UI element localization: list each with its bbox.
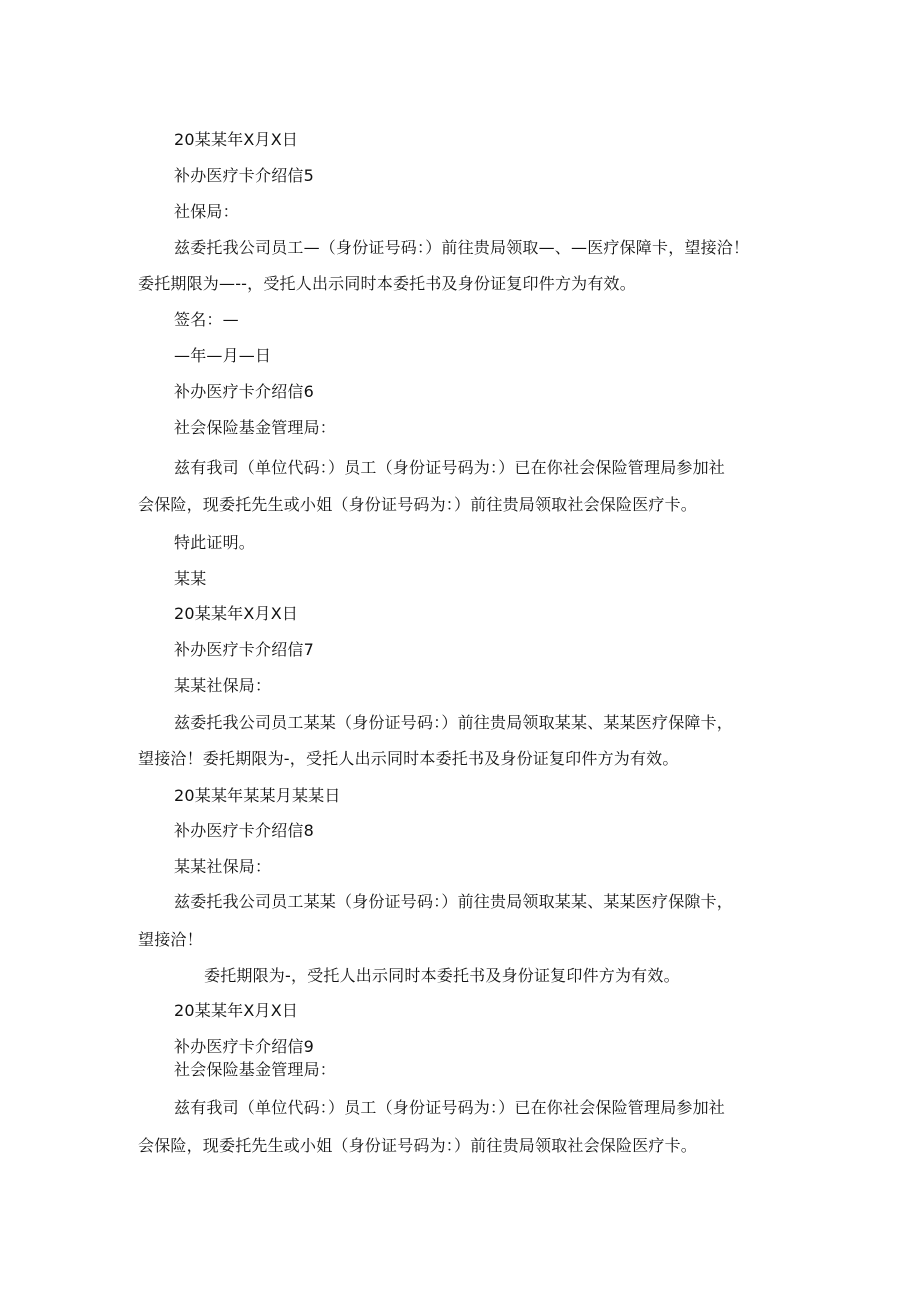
closing-line: 特此证明。 <box>174 533 256 552</box>
letter-heading: 补办医疗卡介绍信9 <box>174 1037 314 1056</box>
date-line: 20某某年某某月某某日 <box>174 786 341 805</box>
letter-heading: 补办医疗卡介绍信8 <box>174 821 314 840</box>
body-paragraph-line: 兹有我司（单位代码：）员工（身份证号码为：）已在你社会保险管理局参加社 <box>174 1098 726 1117</box>
body-paragraph-line: 委托期限为-，受托人出示同时本委托书及身份证复印件方为有效。 <box>204 966 680 985</box>
body-paragraph-line: 会保险，现委托先生或小姐（身份证号码为：）前往贵局领取社会保险医疗卡。 <box>138 1136 698 1155</box>
letter-heading: 补办医疗卡介绍信5 <box>174 166 314 185</box>
recipient-line: 社会保险基金管理局： <box>174 418 337 437</box>
date-line: 20某某年X月X日 <box>174 604 299 623</box>
letter-heading: 补办医疗卡介绍信6 <box>174 382 314 401</box>
signature-line: 签名：— <box>174 310 239 329</box>
body-paragraph-line: 委托期限为—--，受托人出示同时本委托书及身份证复印件方为有效。 <box>138 274 636 293</box>
recipient-line: 社会保险基金管理局： <box>174 1060 337 1079</box>
letter-heading: 补办医疗卡介绍信7 <box>174 640 314 659</box>
recipient-line: 某某社保局： <box>174 857 272 876</box>
signature-line: 某某 <box>174 569 207 588</box>
date-line: 20某某年X月X日 <box>174 130 299 149</box>
recipient-line: 社保局： <box>174 202 239 221</box>
body-paragraph-line: 望接洽！ <box>138 930 203 949</box>
date-line: 20某某年X月X日 <box>174 1001 299 1020</box>
body-paragraph-line: 兹委托我公司员工某某（身份证号码：）前往贵局领取某某、某某医疗保障卡， <box>174 713 734 732</box>
body-paragraph-line: 会保险，现委托先生或小姐（身份证号码为：）前往贵局领取社会保险医疗卡。 <box>138 495 698 514</box>
recipient-line: 某某社保局： <box>174 676 272 695</box>
body-paragraph-line: 兹委托我公司员工—（身份证号码：）前往贵局领取—、—医疗保障卡，望接洽！ <box>174 238 750 257</box>
date-line: —年—月—日 <box>174 346 272 365</box>
body-paragraph-line: 望接洽！委托期限为-，受托人出示同时本委托书及身份证复印件方为有效。 <box>138 749 679 768</box>
body-paragraph-line: 兹委托我公司员工某某（身份证号码：）前往贵局领取某某、某某医疗保隙卡， <box>174 892 734 911</box>
body-paragraph-line: 兹有我司（单位代码：）员工（身份证号码为：）已在你社会保险管理局参加社 <box>174 458 726 477</box>
